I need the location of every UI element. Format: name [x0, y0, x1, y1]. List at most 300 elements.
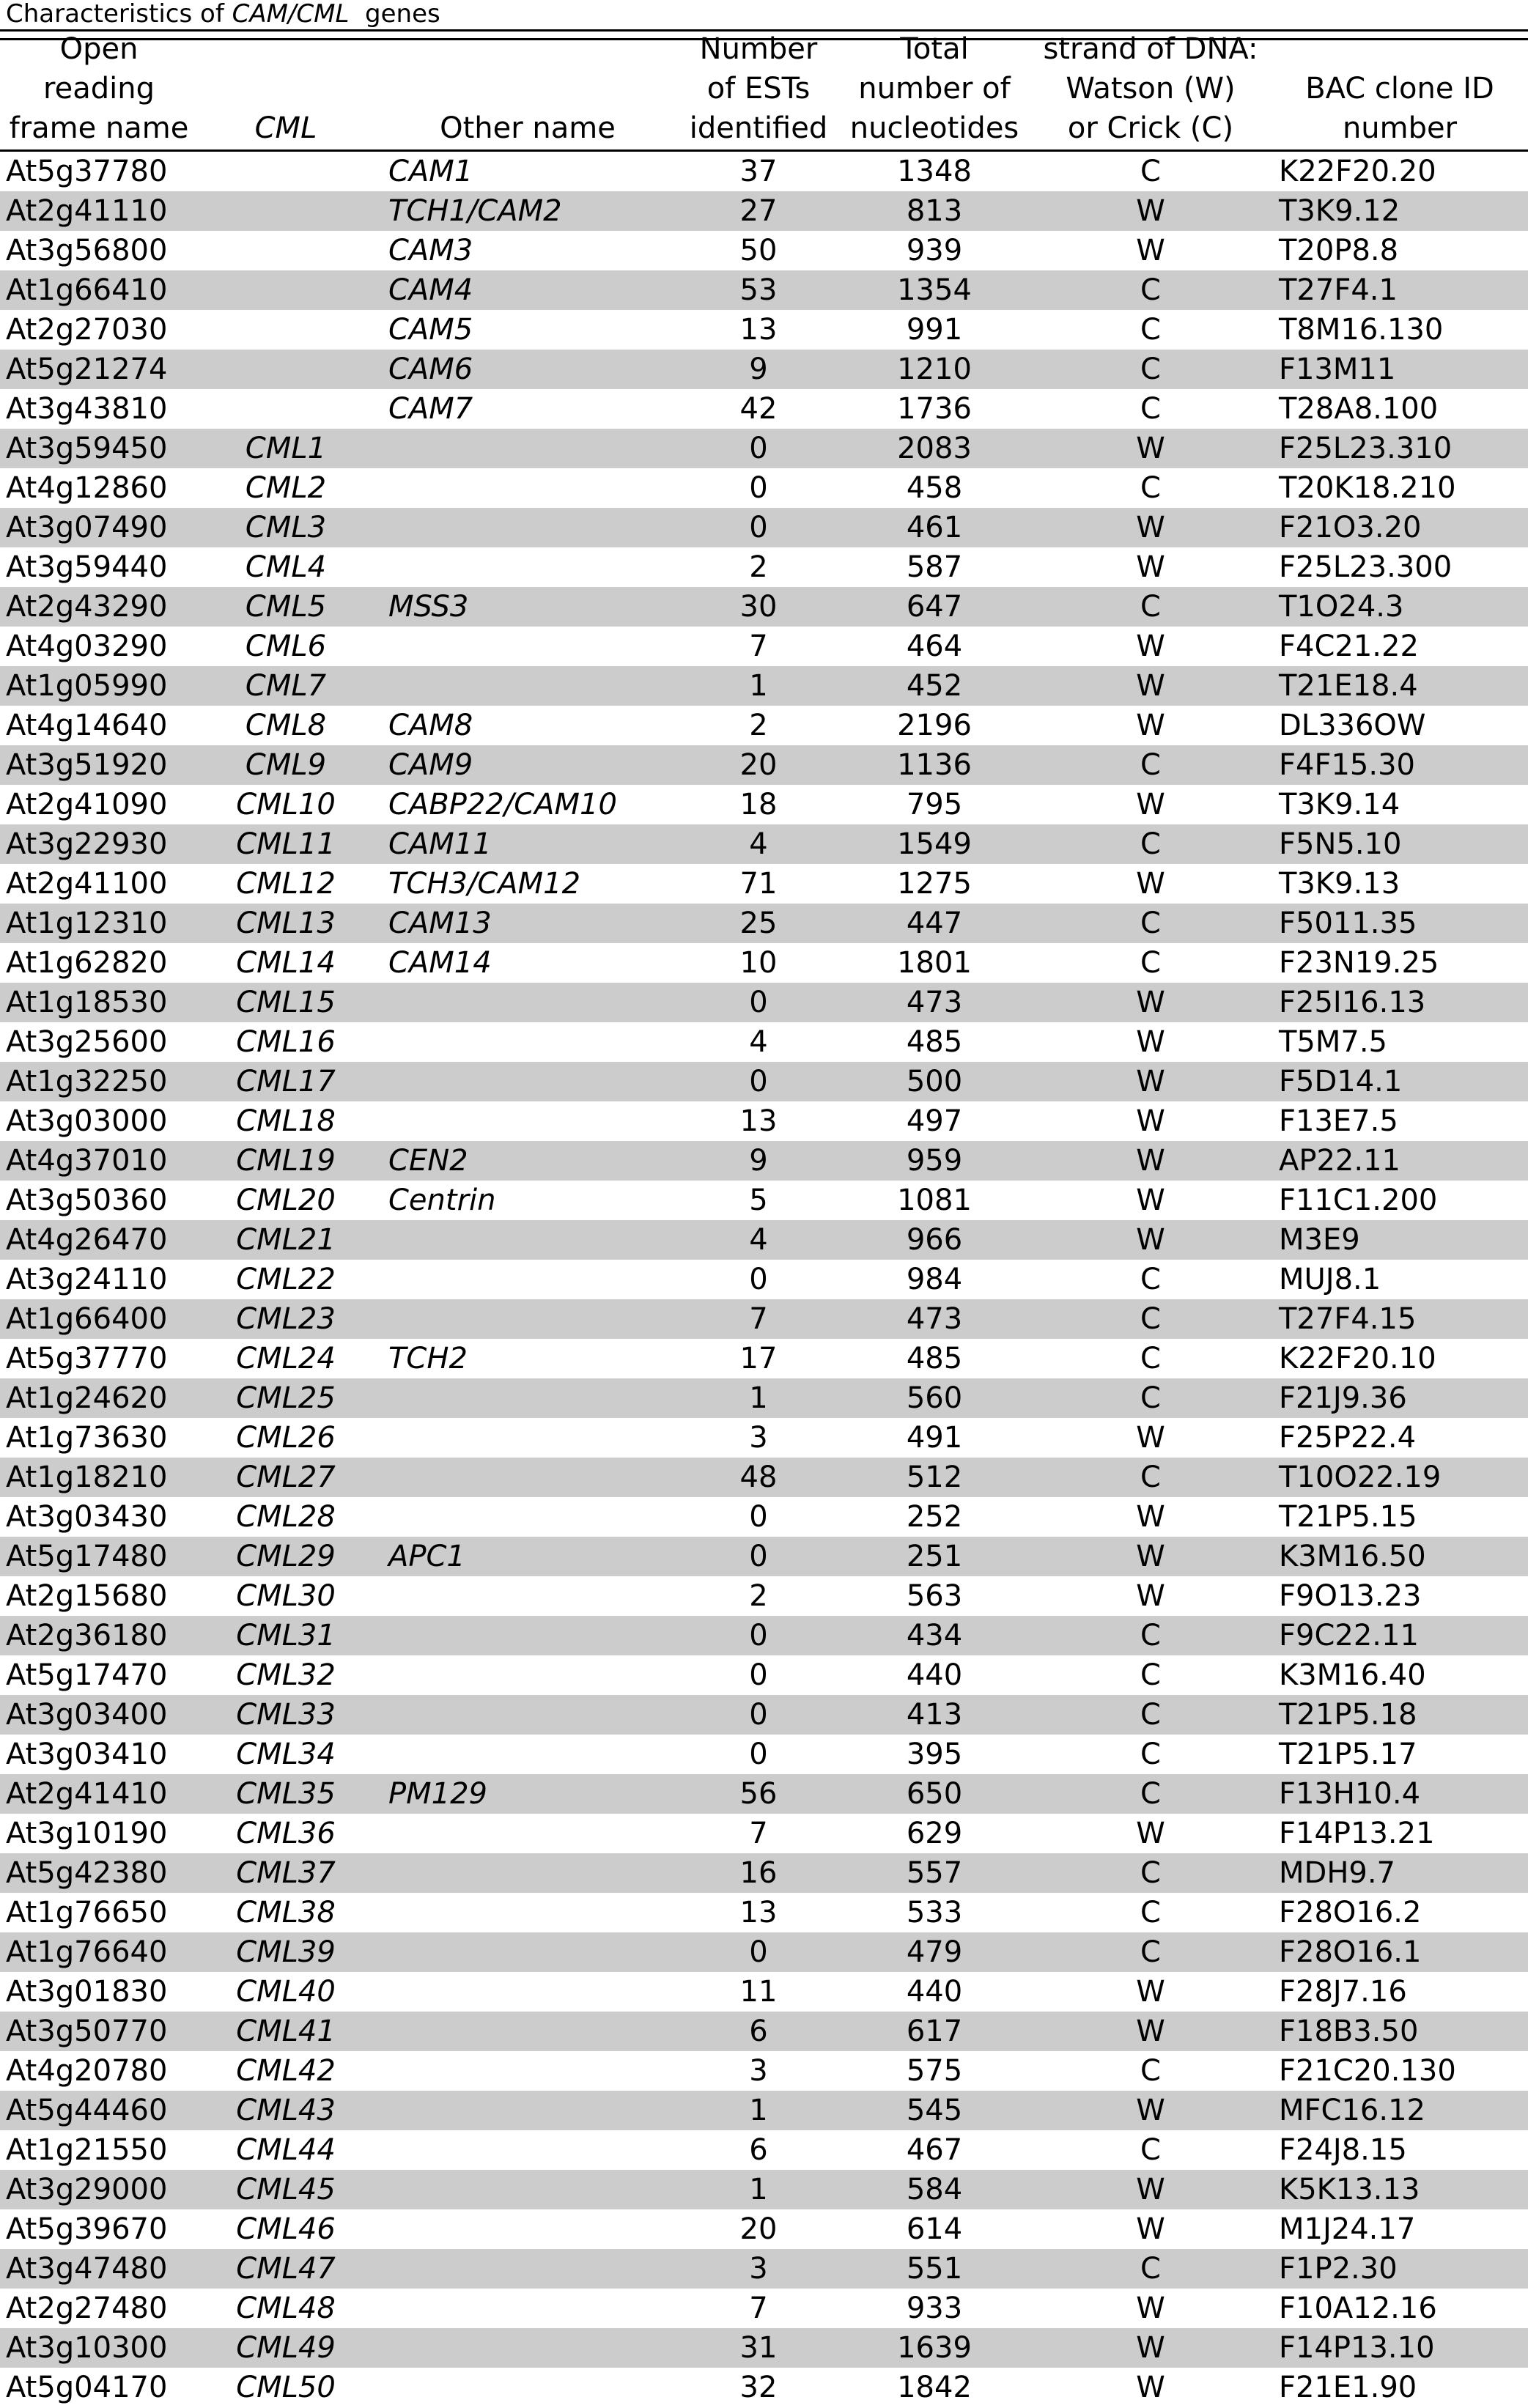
bac-clone-cell: T21P5.17 [1279, 1737, 1417, 1771]
bac-clone-cell: MDH9.7 [1279, 1856, 1396, 1890]
cml-cell: CML9 [245, 748, 327, 782]
cml-cell: CML2 [245, 471, 327, 505]
header-nt-line: nucleotides [849, 111, 1019, 145]
cml-cell: CML13 [236, 906, 336, 940]
table-row [0, 310, 1528, 350]
cml-cell: CML26 [236, 1421, 336, 1455]
nucleotide-count-cell: 587 [906, 550, 963, 584]
table-row [0, 943, 1528, 983]
orf-cell: At3g50360 [6, 1183, 168, 1217]
bac-clone-cell: T20K18.210 [1279, 471, 1456, 505]
nucleotide-count-cell: 959 [906, 1144, 963, 1178]
bac-clone-cell: K5K13.13 [1279, 2173, 1420, 2206]
bac-clone-cell: F13E7.5 [1279, 1104, 1398, 1138]
bac-clone-cell: F13M11 [1279, 352, 1396, 386]
table-row [0, 2368, 1528, 2407]
est-count-cell: 0 [749, 1065, 768, 1098]
nucleotide-count-cell: 991 [906, 313, 963, 347]
cml-cell: CML43 [236, 2094, 336, 2127]
header-est [685, 29, 832, 148]
cml-cell: CML21 [236, 1223, 336, 1257]
est-count-cell: 17 [739, 1342, 778, 1375]
orf-cell: At3g22930 [6, 827, 168, 861]
nucleotide-count-cell: 1210 [897, 352, 972, 386]
table-row [0, 1260, 1528, 1299]
header-bac [1279, 69, 1521, 148]
nucleotide-count-cell: 452 [906, 669, 963, 703]
cml-cell: CML39 [236, 1935, 336, 1969]
table-row [0, 468, 1528, 508]
bac-clone-cell: F24J8.15 [1279, 2133, 1407, 2167]
est-count-cell: 1 [749, 2094, 768, 2127]
bac-clone-cell: T20P8.8 [1279, 234, 1399, 267]
strand-cell: W [1136, 2212, 1165, 2246]
orf-cell: At3g43810 [6, 392, 168, 426]
est-count-cell: 32 [739, 2371, 778, 2404]
table-caption [6, 0, 440, 28]
cml-cell: CML23 [236, 1302, 336, 1336]
cml-cell: CML19 [236, 1144, 336, 1178]
other-name-cell: CAM14 [388, 946, 492, 980]
orf-cell: At3g56800 [6, 234, 168, 267]
bac-clone-cell: T27F4.15 [1279, 1302, 1417, 1336]
bac-clone-cell: F9O13.23 [1279, 1579, 1422, 1613]
cml-cell: CML33 [236, 1698, 336, 1732]
est-count-cell: 0 [749, 1263, 768, 1296]
strand-cell: W [1136, 1500, 1165, 1534]
table-row [0, 627, 1528, 666]
nucleotide-count-cell: 467 [906, 2133, 963, 2167]
strand-cell: C [1140, 1658, 1161, 1692]
other-name-cell: CAM5 [388, 313, 473, 347]
cml-cell: CML4 [245, 550, 327, 584]
table-row [0, 191, 1528, 231]
strand-cell: C [1140, 1698, 1161, 1732]
strand-cell: W [1136, 2173, 1165, 2206]
strand-cell: W [1136, 1025, 1165, 1059]
table-row [0, 1735, 1528, 1774]
nucleotide-count-cell: 557 [906, 1856, 963, 1890]
nucleotide-count-cell: 1842 [897, 2371, 972, 2404]
bac-clone-cell: F4F15.30 [1279, 748, 1415, 782]
nucleotide-count-cell: 461 [906, 511, 963, 544]
orf-cell: At3g07490 [6, 511, 168, 544]
table-row [0, 2289, 1528, 2328]
nucleotide-count-cell: 473 [906, 1302, 963, 1336]
table-row [0, 429, 1528, 468]
est-count-cell: 18 [739, 788, 778, 821]
strand-cell: W [1136, 1065, 1165, 1098]
bac-clone-cell: F10A12.16 [1279, 2291, 1437, 2325]
est-count-cell: 50 [739, 234, 778, 267]
table-row [0, 1695, 1528, 1735]
est-count-cell: 1 [749, 669, 768, 703]
header-bac-line: BAC clone ID [1305, 72, 1494, 106]
nucleotide-count-cell: 1736 [897, 392, 972, 426]
strand-cell: C [1140, 352, 1161, 386]
est-count-cell: 6 [749, 2133, 768, 2167]
orf-cell: At4g03290 [6, 629, 168, 663]
header-est-line: of ESTs [706, 72, 811, 106]
est-count-cell: 56 [739, 1777, 778, 1811]
table-row [0, 1458, 1528, 1497]
table-row [0, 2170, 1528, 2209]
nucleotide-count-cell: 533 [906, 1896, 963, 1929]
orf-cell: At2g43290 [6, 590, 168, 624]
strand-cell: W [1136, 550, 1165, 584]
strand-cell: C [1140, 1935, 1161, 1969]
header-orf [0, 29, 198, 148]
other-name-cell: APC1 [388, 1540, 465, 1573]
cml-cell: CML42 [236, 2054, 336, 2088]
cml-cell: CML20 [236, 1183, 336, 1217]
orf-cell: At4g37010 [6, 1144, 168, 1178]
nucleotide-count-cell: 440 [906, 1975, 963, 2009]
cml-cell: CML16 [236, 1025, 336, 1059]
bac-clone-cell: F28O16.1 [1279, 1935, 1422, 1969]
header-est-line: identified [689, 111, 828, 145]
bac-clone-cell: T21P5.15 [1279, 1500, 1417, 1534]
nucleotide-count-cell: 984 [906, 1263, 963, 1296]
nucleotide-count-cell: 584 [906, 2173, 963, 2206]
bac-clone-cell: F4C21.22 [1279, 629, 1419, 663]
table-row [0, 1537, 1528, 1576]
nucleotide-count-cell: 458 [906, 471, 963, 505]
nucleotide-count-cell: 491 [906, 1421, 963, 1455]
table-row [0, 706, 1528, 745]
est-count-cell: 0 [749, 1619, 768, 1652]
bac-clone-cell: MFC16.12 [1279, 2094, 1425, 2127]
orf-cell: At5g44460 [6, 2094, 168, 2127]
nucleotide-count-cell: 1348 [897, 155, 972, 188]
est-count-cell: 20 [739, 748, 778, 782]
header-strand-line: or Crick (C) [1067, 111, 1234, 145]
orf-cell: At4g14640 [6, 709, 168, 742]
nucleotide-count-cell: 447 [906, 906, 963, 940]
orf-cell: At1g18530 [6, 986, 168, 1019]
table-row [0, 1181, 1528, 1220]
est-count-cell: 42 [739, 392, 778, 426]
caption-prefix: Characteristics of [6, 0, 232, 29]
nucleotide-count-cell: 479 [906, 1935, 963, 1969]
cml-cell: CML40 [236, 1975, 336, 2009]
cml-cell: CML24 [236, 1342, 336, 1375]
bac-clone-cell: F11C1.200 [1279, 1183, 1438, 1217]
strand-cell: W [1136, 511, 1165, 544]
bac-clone-cell: F28O16.2 [1279, 1896, 1422, 1929]
strand-cell: W [1136, 234, 1165, 267]
strand-cell: C [1140, 1342, 1161, 1375]
cml-cell: CML35 [236, 1777, 336, 1811]
table-row [0, 1655, 1528, 1695]
strand-cell: W [1136, 1144, 1165, 1178]
strand-cell: C [1140, 273, 1161, 307]
cml-cell: CML38 [236, 1896, 336, 1929]
est-count-cell: 4 [749, 827, 768, 861]
table-row [0, 2091, 1528, 2130]
bac-clone-cell: AP22.11 [1279, 1144, 1400, 1178]
strand-cell: C [1140, 313, 1161, 347]
cml-cell: CML28 [236, 1500, 336, 1534]
header-orf-line: frame name [9, 111, 189, 145]
other-name-cell: TCH3/CAM12 [388, 867, 581, 901]
table-row [0, 1932, 1528, 1972]
table-row [0, 864, 1528, 904]
est-count-cell: 0 [749, 1698, 768, 1732]
header-nucleotides [846, 29, 1022, 148]
strand-cell: W [1136, 867, 1165, 901]
orf-cell: At2g27480 [6, 2291, 168, 2325]
cml-cell: CML36 [236, 1817, 336, 1850]
cml-cell: CML47 [236, 2252, 336, 2286]
bac-clone-cell: F25L23.300 [1279, 550, 1453, 584]
est-count-cell: 9 [749, 1144, 768, 1178]
cml-cell: CML30 [236, 1579, 336, 1613]
orf-cell: At5g42380 [6, 1856, 168, 1890]
nucleotide-count-cell: 617 [906, 2014, 963, 2048]
bac-clone-cell: F23N19.25 [1279, 946, 1439, 980]
table-row [0, 587, 1528, 627]
table-body [0, 152, 1528, 2407]
bac-clone-cell: F9C22.11 [1279, 1619, 1419, 1652]
orf-cell: At4g20780 [6, 2054, 168, 2088]
table-row [0, 1062, 1528, 1101]
strand-cell: C [1140, 471, 1161, 505]
orf-cell: At1g24620 [6, 1381, 168, 1415]
nucleotide-count-cell: 1275 [897, 867, 972, 901]
orf-cell: At1g73630 [6, 1421, 168, 1455]
cml-cell: CML6 [245, 629, 327, 663]
orf-cell: At3g03000 [6, 1104, 168, 1138]
table-row [0, 904, 1528, 943]
strand-cell: C [1140, 1856, 1161, 1890]
strand-cell: C [1140, 1381, 1161, 1415]
est-count-cell: 3 [749, 1421, 768, 1455]
est-count-cell: 4 [749, 1223, 768, 1257]
bac-clone-cell: T3K9.14 [1279, 788, 1400, 821]
bac-clone-cell: F25L23.310 [1279, 432, 1453, 465]
est-count-cell: 0 [749, 1500, 768, 1534]
nucleotide-count-cell: 939 [906, 234, 963, 267]
table-row [0, 1853, 1528, 1893]
strand-cell: W [1136, 788, 1165, 821]
bac-clone-cell: F14P13.21 [1279, 1817, 1435, 1850]
other-name-cell: CAM1 [388, 155, 473, 188]
other-name-cell: CEN2 [388, 1144, 468, 1178]
est-count-cell: 6 [749, 2014, 768, 2048]
est-count-cell: 0 [749, 1737, 768, 1771]
orf-cell: At1g62820 [6, 946, 168, 980]
bac-clone-cell: F5D14.1 [1279, 1065, 1403, 1098]
table-row [0, 1893, 1528, 1932]
orf-cell: At1g18210 [6, 1460, 168, 1494]
est-count-cell: 10 [739, 946, 778, 980]
cml-cell: CML15 [236, 986, 336, 1019]
nucleotide-count-cell: 434 [906, 1619, 963, 1652]
bac-clone-cell: F13H10.4 [1279, 1777, 1421, 1811]
est-count-cell: 31 [739, 2331, 778, 2365]
strand-cell: W [1136, 2094, 1165, 2127]
table-row [0, 785, 1528, 824]
other-name-cell: Centrin [388, 1183, 496, 1217]
orf-cell: At3g47480 [6, 2252, 168, 2286]
est-count-cell: 9 [749, 352, 768, 386]
nucleotide-count-cell: 251 [906, 1540, 963, 1573]
strand-cell: W [1136, 1579, 1165, 1613]
orf-cell: At3g29000 [6, 2173, 168, 2206]
cml-cell: CML29 [236, 1540, 336, 1573]
table-row [0, 666, 1528, 706]
bac-clone-cell: DL336OW [1279, 709, 1426, 742]
est-count-cell: 13 [739, 1104, 778, 1138]
other-name-cell: CAM9 [388, 748, 473, 782]
nucleotide-count-cell: 512 [906, 1460, 963, 1494]
table-row [0, 231, 1528, 270]
est-count-cell: 3 [749, 2252, 768, 2286]
orf-cell: At5g17480 [6, 1540, 168, 1573]
bac-clone-cell: T27F4.1 [1279, 273, 1398, 307]
header-orf-line: reading [43, 72, 155, 106]
strand-cell: C [1140, 946, 1161, 980]
bac-clone-cell: F21O3.20 [1279, 511, 1422, 544]
est-count-cell: 2 [749, 709, 768, 742]
strand-cell: C [1140, 2133, 1161, 2167]
est-count-cell: 0 [749, 432, 768, 465]
strand-cell: W [1136, 1183, 1165, 1217]
strand-cell: C [1140, 906, 1161, 940]
bac-clone-cell: F5N5.10 [1279, 827, 1402, 861]
nucleotide-count-cell: 614 [906, 2212, 963, 2246]
cml-cell: CML31 [236, 1619, 336, 1652]
bac-clone-cell: M3E9 [1279, 1223, 1360, 1257]
est-count-cell: 16 [739, 1856, 778, 1890]
est-count-cell: 1 [749, 1381, 768, 1415]
bac-clone-cell: K22F20.20 [1279, 155, 1436, 188]
est-count-cell: 27 [739, 194, 778, 228]
table-row [0, 389, 1528, 429]
nucleotide-count-cell: 485 [906, 1025, 963, 1059]
est-count-cell: 13 [739, 313, 778, 347]
bac-clone-cell: F21C20.130 [1279, 2054, 1456, 2088]
strand-cell: W [1136, 2331, 1165, 2365]
header-other-name [388, 108, 667, 148]
strand-cell: W [1136, 1817, 1165, 1850]
cml-cell: CML17 [236, 1065, 336, 1098]
bac-clone-cell: T5M7.5 [1279, 1025, 1388, 1059]
strand-cell: C [1140, 2252, 1161, 2286]
table-row [0, 745, 1528, 785]
bac-clone-cell: T1O24.3 [1279, 590, 1404, 624]
bac-clone-cell: T3K9.12 [1279, 194, 1400, 228]
table-row [0, 547, 1528, 587]
other-name-cell: TCH1/CAM2 [388, 194, 562, 228]
nucleotide-count-cell: 650 [906, 1777, 963, 1811]
orf-cell: At1g21550 [6, 2133, 168, 2167]
orf-cell: At3g10300 [6, 2331, 168, 2365]
cml-cell: CML14 [236, 946, 336, 980]
est-count-cell: 71 [739, 867, 778, 901]
header-cml [220, 108, 352, 148]
nucleotide-count-cell: 545 [906, 2094, 963, 2127]
nucleotide-count-cell: 647 [906, 590, 963, 624]
orf-cell: At3g51920 [6, 748, 168, 782]
cml-cell: CML25 [236, 1381, 336, 1415]
est-count-cell: 20 [739, 2212, 778, 2246]
orf-cell: At3g24110 [6, 1263, 168, 1296]
table-row [0, 1339, 1528, 1378]
orf-cell: At3g01830 [6, 1975, 168, 2009]
other-name-cell: CAM4 [388, 273, 473, 307]
table-row [0, 2209, 1528, 2249]
nucleotide-count-cell: 252 [906, 1500, 963, 1534]
nucleotide-count-cell: 1136 [897, 748, 972, 782]
strand-cell: W [1136, 1104, 1165, 1138]
nucleotide-count-cell: 560 [906, 1381, 963, 1415]
orf-cell: At3g50770 [6, 2014, 168, 2048]
orf-cell: At1g05990 [6, 669, 168, 703]
table-row [0, 1616, 1528, 1655]
header-cml-label: CML [254, 111, 317, 145]
cml-cell: CML41 [236, 2014, 336, 2048]
table-header [0, 32, 1528, 149]
table-row [0, 1814, 1528, 1853]
est-count-cell: 2 [749, 1579, 768, 1613]
table-row [0, 152, 1528, 191]
bac-clone-cell: F5011.35 [1279, 906, 1417, 940]
orf-cell: At3g10190 [6, 1817, 168, 1850]
orf-cell: At5g17470 [6, 1658, 168, 1692]
bac-clone-cell: K3M16.40 [1279, 1658, 1426, 1692]
strand-cell: C [1140, 1302, 1161, 1336]
strand-cell: C [1140, 1460, 1161, 1494]
table-row [0, 2249, 1528, 2289]
orf-cell: At2g27030 [6, 313, 168, 347]
cml-cell: CML45 [236, 2173, 336, 2206]
strand-cell: C [1140, 1737, 1161, 1771]
orf-cell: At2g15680 [6, 1579, 168, 1613]
strand-cell: C [1140, 2054, 1161, 2088]
cml-cell: CML34 [236, 1737, 336, 1771]
cml-cell: CML48 [236, 2291, 336, 2325]
nucleotide-count-cell: 966 [906, 1223, 963, 1257]
orf-cell: At3g03430 [6, 1500, 168, 1534]
orf-cell: At1g76640 [6, 1935, 168, 1969]
other-name-cell: CAM11 [388, 827, 492, 861]
est-count-cell: 11 [739, 1975, 778, 2009]
orf-cell: At5g21274 [6, 352, 168, 386]
bac-clone-cell: T21P5.18 [1279, 1698, 1417, 1732]
est-count-cell: 7 [749, 629, 768, 663]
nucleotide-count-cell: 813 [906, 194, 963, 228]
nucleotide-count-cell: 575 [906, 2054, 963, 2088]
cml-cell: CML32 [236, 1658, 336, 1692]
table-row [0, 2012, 1528, 2051]
nucleotide-count-cell: 1549 [897, 827, 972, 861]
strand-cell: W [1136, 2291, 1165, 2325]
header-nt-line: Total [900, 32, 969, 66]
orf-cell: At5g39670 [6, 2212, 168, 2246]
strand-cell: W [1136, 2014, 1165, 2048]
cml-cell: CML18 [236, 1104, 336, 1138]
bac-clone-cell: F25I16.13 [1279, 986, 1426, 1019]
nucleotide-count-cell: 1801 [897, 946, 972, 980]
orf-cell: At4g26470 [6, 1223, 168, 1257]
est-count-cell: 0 [749, 1658, 768, 1692]
nucleotide-count-cell: 1354 [897, 273, 972, 307]
table-row [0, 1576, 1528, 1616]
est-count-cell: 30 [739, 590, 778, 624]
other-name-cell: TCH2 [388, 1342, 468, 1375]
